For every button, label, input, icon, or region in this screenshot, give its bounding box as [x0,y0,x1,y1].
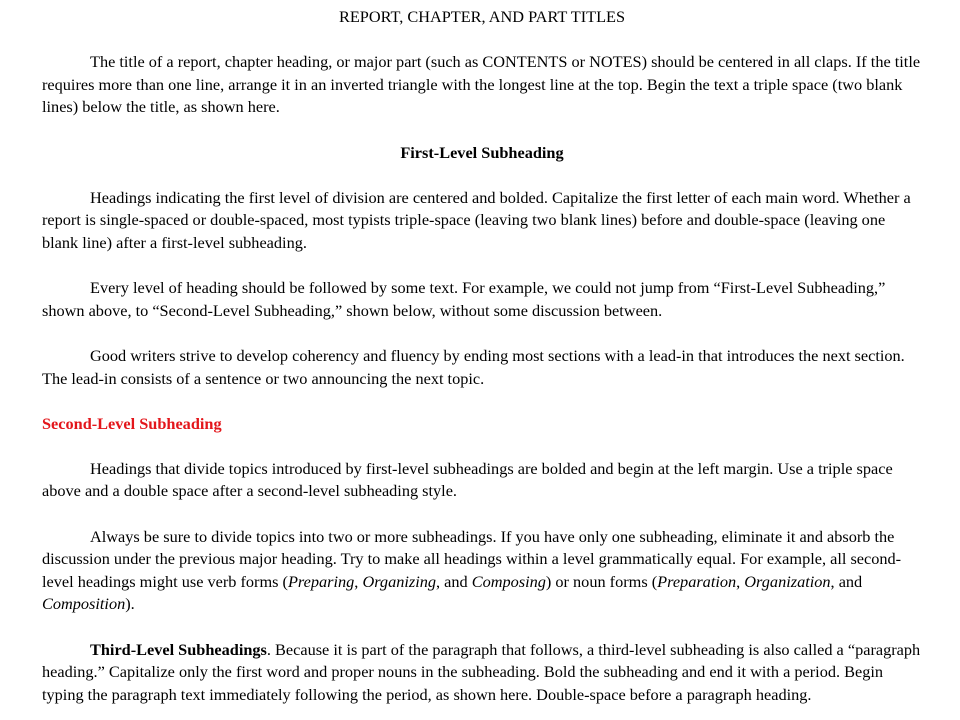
paragraph-third-level [42,639,922,707]
third-level-subheading: Third-Level Subheadings [90,639,267,659]
paragraph-parallel-headings [42,526,922,616]
second-level-subheading: Second-Level Subheading [42,413,222,433]
text-run: . Because it is part of the paragraph that follows, a third-level subheading is also called a “paragraph heading.” Capitalize only the first word and proper nouns in the subheading. Bold the subheading and end it with a period. Begin typing the paragraph text immediately following the period, as shown here. Double-space before a paragraph heading. [42,639,921,704]
noun-form-composition: Composition [42,594,126,614]
first-level-subheading: First-Level Subheading [400,142,564,162]
paragraph-first-level: Headings indicating the first level of division are centered and bolded. Capitalize the first letter of each main word. Whether a report is single-spaced or double-spaced, most typists triple-space (leaving two blank lines) before and double-space (leaving one blank line) after a first-level subheading. [42,187,911,252]
verb-form-preparing: Preparing [287,571,355,591]
spacer [42,119,922,142]
paragraph-lead-in: Good writers strive to develop coherency and fluency by ending most sections with a lead-in that introduces the next section. The lead-in consists of a sentence or two announcing the next topic. [42,345,905,388]
spacer [42,390,922,413]
text-run: Always be sure to divide topics into two or more subheadings. If you have only one subheading, eliminate it and absorb the discussion under the previous major heading. Try to make all headings within a level grammatically equal. For example, all second-level headings might use verb forms ( [42,526,902,591]
noun-form-preparation: Preparation [657,571,737,591]
document-page [42,6,922,706]
text-run: , [736,571,745,591]
noun-form-organization: Organization [744,571,831,591]
spacer [42,616,922,639]
spacer [42,29,922,52]
paragraph-second-level: Headings that divide topics introduced by first-level subheadings are bolded and begin at the left margin. Use a triple space above and a double space after a second-level subheading style. [42,458,893,501]
verb-form-organizing: Organizing [362,571,437,591]
text-run: , and [436,571,472,591]
verb-form-composing: Composing [471,571,546,591]
spacer [42,322,922,345]
text-run: ) or noun forms ( [545,571,658,591]
spacer [42,255,922,278]
report-title: REPORT, CHAPTER, AND PART TITLES [338,7,626,26]
paragraph-following-text: Every level of heading should be followed by some text. For example, we could not jump from “First-Level Subheading,” shown above, to “Second-Level Subheading,” shown below, without some discussion between. [42,278,886,320]
paragraph-report-titles: The title of a report, chapter heading, or major part (such as CONTENTS or NOTES) should be centered in all claps. If the title requires more than one line, arrange it in an inverted triangle with the longest line at the top. Begin the text a triple space (two blank lines) below the title, as shown here. [42,52,921,117]
text-run: ). [125,594,135,614]
spacer [42,503,922,526]
spacer [42,435,922,458]
spacer [42,164,922,187]
text-run: , [354,571,363,591]
text-run: , and [830,571,863,591]
